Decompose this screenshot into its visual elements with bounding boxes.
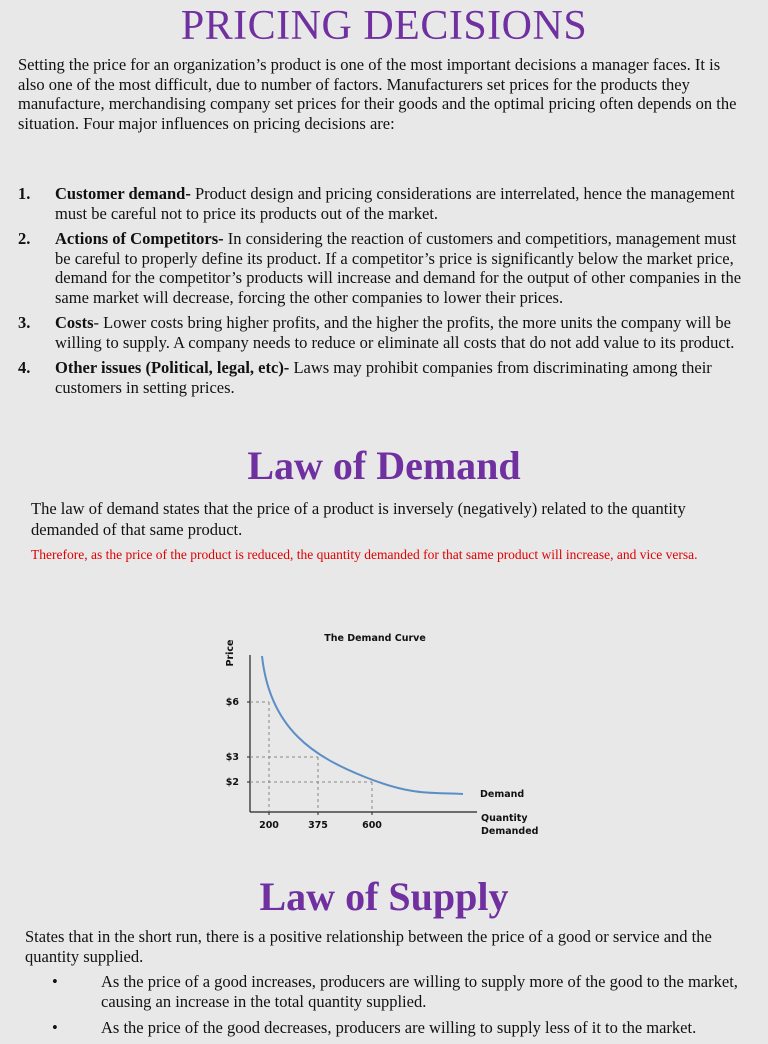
y-tick-label: $6 (225, 697, 239, 708)
bullet-dot: • (52, 972, 58, 991)
law-of-supply-heading: Law of Supply (259, 874, 509, 919)
x-tick-label: 200 (259, 820, 279, 831)
x-axis-label-line1: Quantity (481, 813, 528, 824)
bullet-item (48, 1018, 748, 1038)
bullet-dot: • (52, 1018, 58, 1037)
list-number: 4. (18, 358, 31, 377)
list-item-text: Product design and pricing considerations are interrelated, hence the management must be careful not to price its products out of the market. (55, 184, 735, 223)
list-item-text: In considering the reaction of customers and competitiors, management must be careful to properly define its product. If a competitor’s price is significantly below the market price, demand for the competitor’s products will increase and demand for the output of other companies in the same market will decrease, forcing the other companies to lower their prices. (55, 229, 742, 307)
bullet-text: As the price of the good decreases, producers are willing to supply less of it to the market. (101, 1018, 697, 1037)
list-number: 2. (18, 229, 31, 248)
y-tick-label: $3 (225, 752, 239, 763)
x-tick-label: 600 (362, 820, 382, 831)
supply-bullets (48, 972, 748, 1044)
series-label: Demand (480, 789, 525, 800)
y-tick-label: $2 (225, 777, 239, 788)
list-item-heading: Costs (55, 313, 94, 332)
bullet-item (48, 972, 748, 1012)
demand-note: Therefore, as the price of the product is reduced, the quantity demanded for that same product will increase, and vice versa. (31, 547, 698, 562)
x-tick-label: 375 (308, 820, 328, 831)
list-item-text: Laws may prohibit companies from discriminating among their customers in setting prices. (55, 358, 712, 397)
demand-paragraph: The law of demand states that the price of a product is inversely (negatively) related to the quantity demanded of that same product. (31, 499, 686, 539)
y-axis-label: Price (225, 639, 236, 667)
supply-paragraph: States that in the short run, there is a positive relationship between the price of a good or service and the quantity supplied. (25, 927, 712, 966)
x-axis-label-line2: Demanded (481, 826, 539, 837)
law-of-demand-heading: Law of Demand (247, 443, 521, 488)
intro-paragraph: Setting the price for an organization’s product is one of the most important decisions a manager faces. It is also one of the most difficult, due to number of factors. Manufacturers set prices for the products they manufacture, merchandising company set prices for their goods and the optimal pricing often depends on the situation. Four major influences on pricing decisions are: (18, 55, 737, 133)
list-item (18, 313, 748, 352)
list-item-text: - Lower costs bring higher profits, and the higher the profits, the more units the company will be willing to supply. A company needs to reduce or eliminate all costs that do not add value to its product. (55, 313, 735, 352)
list-item (18, 229, 748, 307)
list-number: 3. (18, 313, 31, 332)
demand-curve-line (262, 656, 463, 794)
list-item-heading: Customer demand- (55, 184, 191, 203)
list-item (18, 184, 748, 223)
list-number: 1. (18, 184, 31, 203)
bullet-text: As the price of a good increases, producers are willing to supply more of the good to the market, causing an increase in the total quantity supplied. (101, 972, 738, 1011)
demand-curve-chart (205, 625, 565, 840)
list-item-heading: Other issues (Political, legal, etc)- (55, 358, 290, 377)
page-title: PRICING DECISIONS (180, 3, 588, 49)
chart-title: The Demand Curve (324, 633, 426, 644)
influences-list (18, 184, 748, 403)
list-item (18, 358, 748, 397)
list-item-heading: Actions of Competitors- (55, 229, 224, 248)
